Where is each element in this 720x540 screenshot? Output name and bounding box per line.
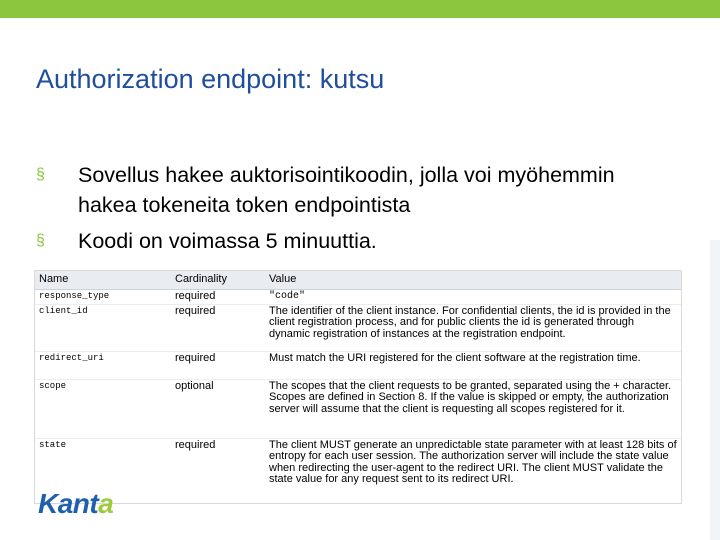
table-header-row (35, 271, 681, 290)
header-name: Name (39, 273, 69, 285)
bullet-item (36, 226, 676, 256)
param-name: state (39, 440, 67, 450)
top-accent-bar (0, 0, 720, 18)
param-name: scope (39, 381, 67, 391)
param-cardinality: required (175, 305, 216, 317)
slide-title: Authorization endpoint: kutsu (36, 64, 385, 94)
param-cardinality: optional (175, 380, 214, 392)
param-value: "code" (269, 291, 306, 302)
param-value: The scopes that the client requests to be granted, separated using the + character. Scopes are defined in Section 8. If the value is skipped or empty, the authorization server will assume that the client is requesting all scopes registered for it. (269, 380, 672, 415)
decorative-side-panel (710, 240, 720, 540)
bullet-text: Sovellus hakee auktorisointikoodin, jolla voi myöhemmin hakea tokeneita token endpointista (78, 163, 615, 217)
param-name: client_id (39, 306, 88, 316)
table-row (35, 305, 681, 352)
bullet-marker: § (36, 166, 45, 183)
param-cardinality: required (175, 352, 216, 364)
param-value: The identifier of the client instance. For confidential clients, the id is provided in the client registration process, and for public clients the id is generated through dynamic registration of instances at the registration endpoint. (269, 305, 671, 340)
param-name: response_type (39, 291, 110, 301)
bullet-text: Koodi on voimassa 5 minuuttia. (78, 229, 377, 253)
table-row (35, 439, 681, 504)
param-cardinality: required (175, 290, 216, 302)
table-row (35, 380, 681, 439)
logo-text: Kant (38, 488, 99, 519)
param-cardinality: required (175, 439, 216, 451)
header-value: Value (269, 273, 297, 285)
parameters-table (34, 270, 682, 504)
bullet-list (36, 160, 676, 262)
bullet-item (36, 160, 676, 220)
table-row (35, 352, 681, 380)
logo-accent: a (98, 488, 114, 519)
param-value: The client MUST generate an unpredictable state parameter with at least 128 bits of entropy for each user session. The authorization server will include the state value when redirecting the user-agent to the redirect URI. The client MUST validate the state value for any request sent to its redirect URI. (269, 439, 677, 486)
bullet-marker: § (36, 232, 45, 249)
header-cardinality: Cardinality (175, 273, 227, 285)
table-row (35, 290, 681, 305)
kanta-logo (38, 488, 113, 520)
param-name: redirect_uri (39, 353, 104, 363)
param-value: Must match the URI registered for the client software at the registration time. (269, 352, 641, 364)
